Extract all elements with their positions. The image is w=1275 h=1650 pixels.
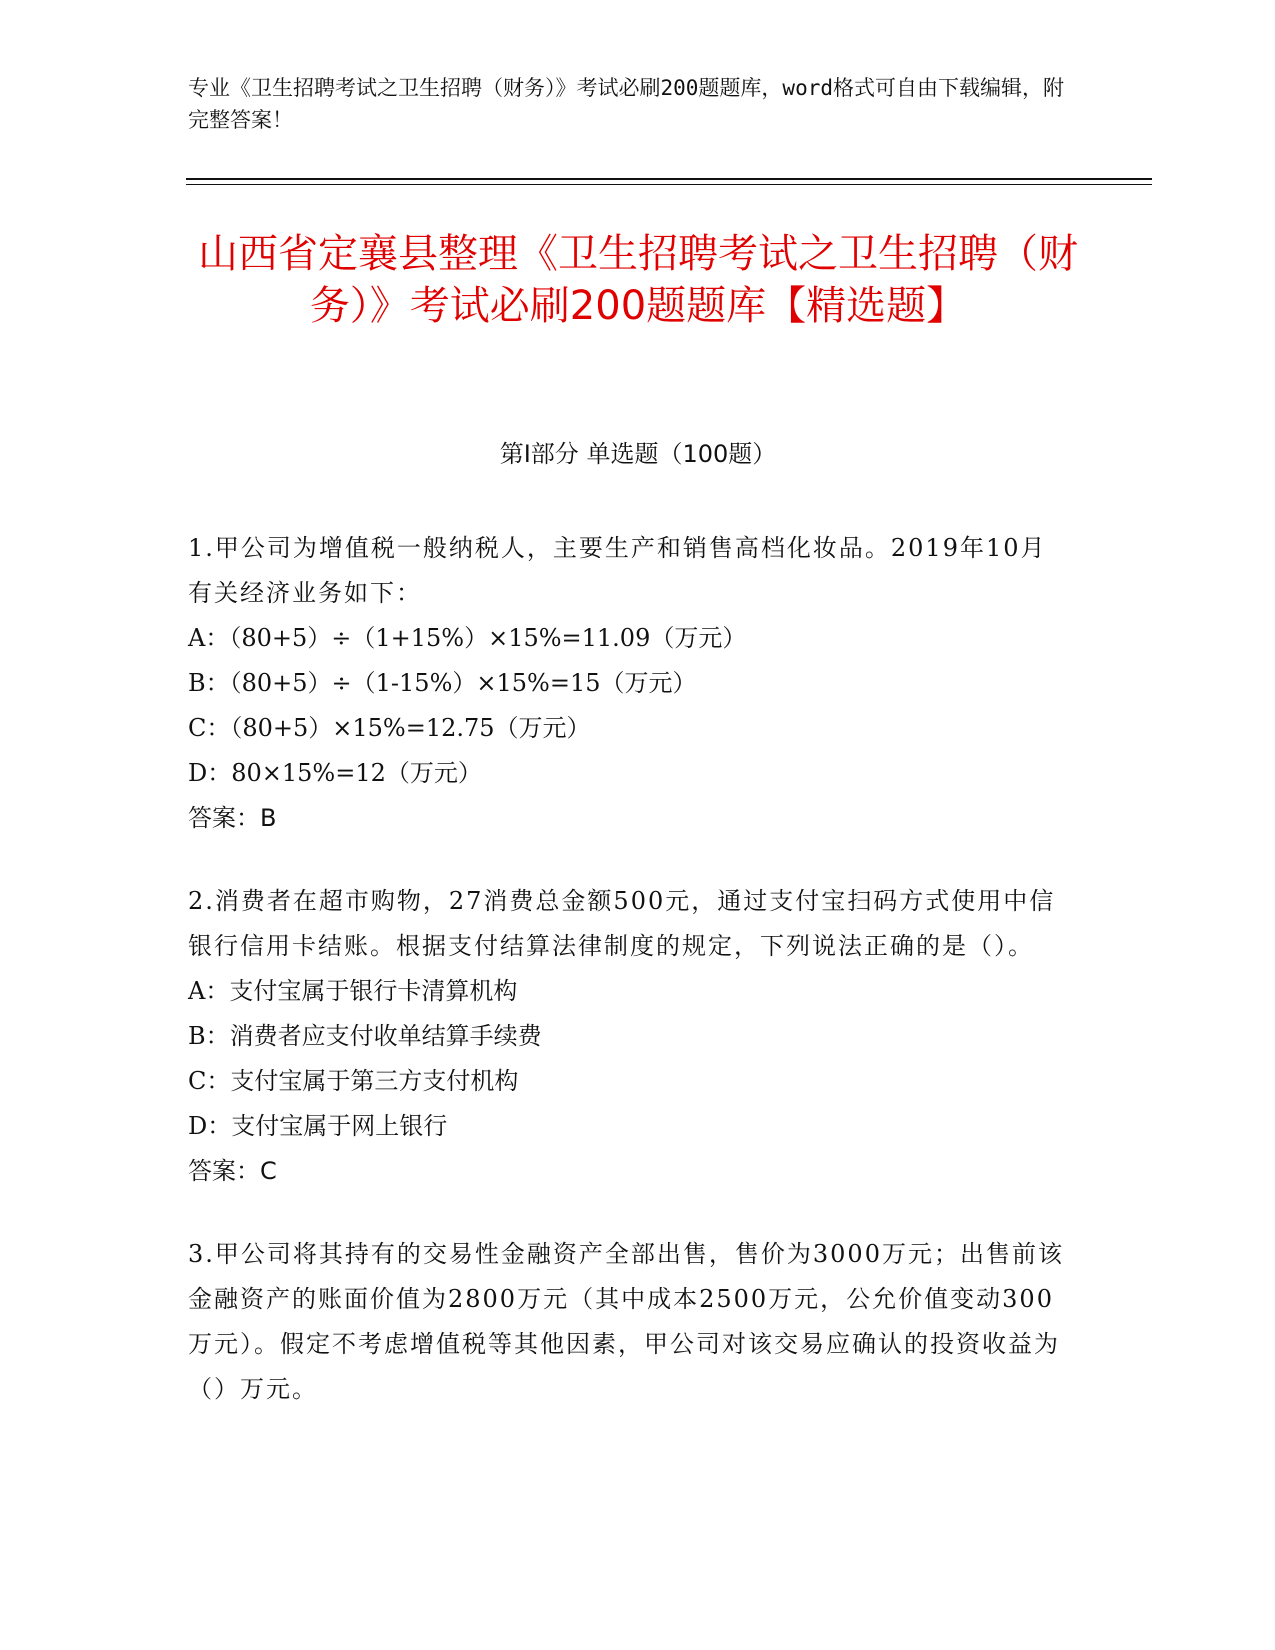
question-2 (188, 879, 1068, 1194)
option-c: C：支付宝属于第三方支付机构 (188, 1067, 519, 1095)
header-rule-thick (186, 178, 1152, 180)
question-list (188, 526, 1068, 1450)
answer: 答案：B (188, 804, 277, 832)
option-a: A：支付宝属于银行卡清算机构 (188, 977, 518, 1005)
question-text: 2.消费者在超市购物，27消费总金额500元，通过支付宝扫码方式使用中信银行信用卡结账。根据支付结算法律制度的规定，下列说法正确的是（）。 (188, 887, 1056, 960)
section-title: 第Ⅰ部分 单选题（100题） (499, 440, 777, 468)
header-note: 专业《卫生招聘考试之卫生招聘（财务）》考试必刷200题题库，word格式可自由下载编辑，附完整答案！ (188, 76, 1064, 132)
option-b: B：（80+5）÷（1-15%）×15%=15（万元） (188, 669, 697, 697)
option-d: D：支付宝属于网上银行 (188, 1112, 448, 1140)
option-d: D：80×15%=12（万元） (188, 759, 482, 787)
option-c: C：（80+5）×15%=12.75（万元） (188, 714, 591, 742)
option-a: A：（80+5）÷（1+15%）×15%=11.09（万元） (188, 624, 747, 652)
document-title: 山西省定襄县整理《卫生招聘考试之卫生招聘（财务）》考试必刷200题题库【精选题】 (198, 231, 1078, 329)
option-b: B：消费者应支付收单结算手续费 (188, 1022, 542, 1050)
question-1 (188, 526, 1068, 841)
answer: 答案：C (188, 1157, 277, 1185)
question-text: 1.甲公司为增值税一般纳税人，主要生产和销售高档化妆品。2019年10月有关经济业务如下： (188, 534, 1047, 607)
question-text: 3.甲公司将其持有的交易性金融资产全部出售，售价为3000万元；出售前该金融资产的账面价值为2800万元（其中成本2500万元，公允价值变动300万元）。假定不考虑增值税等其他因素，甲公司对该交易应确认的投资收益为（）万元。 (188, 1240, 1064, 1403)
question-3 (188, 1232, 1068, 1412)
header-rule-thin (186, 184, 1152, 185)
